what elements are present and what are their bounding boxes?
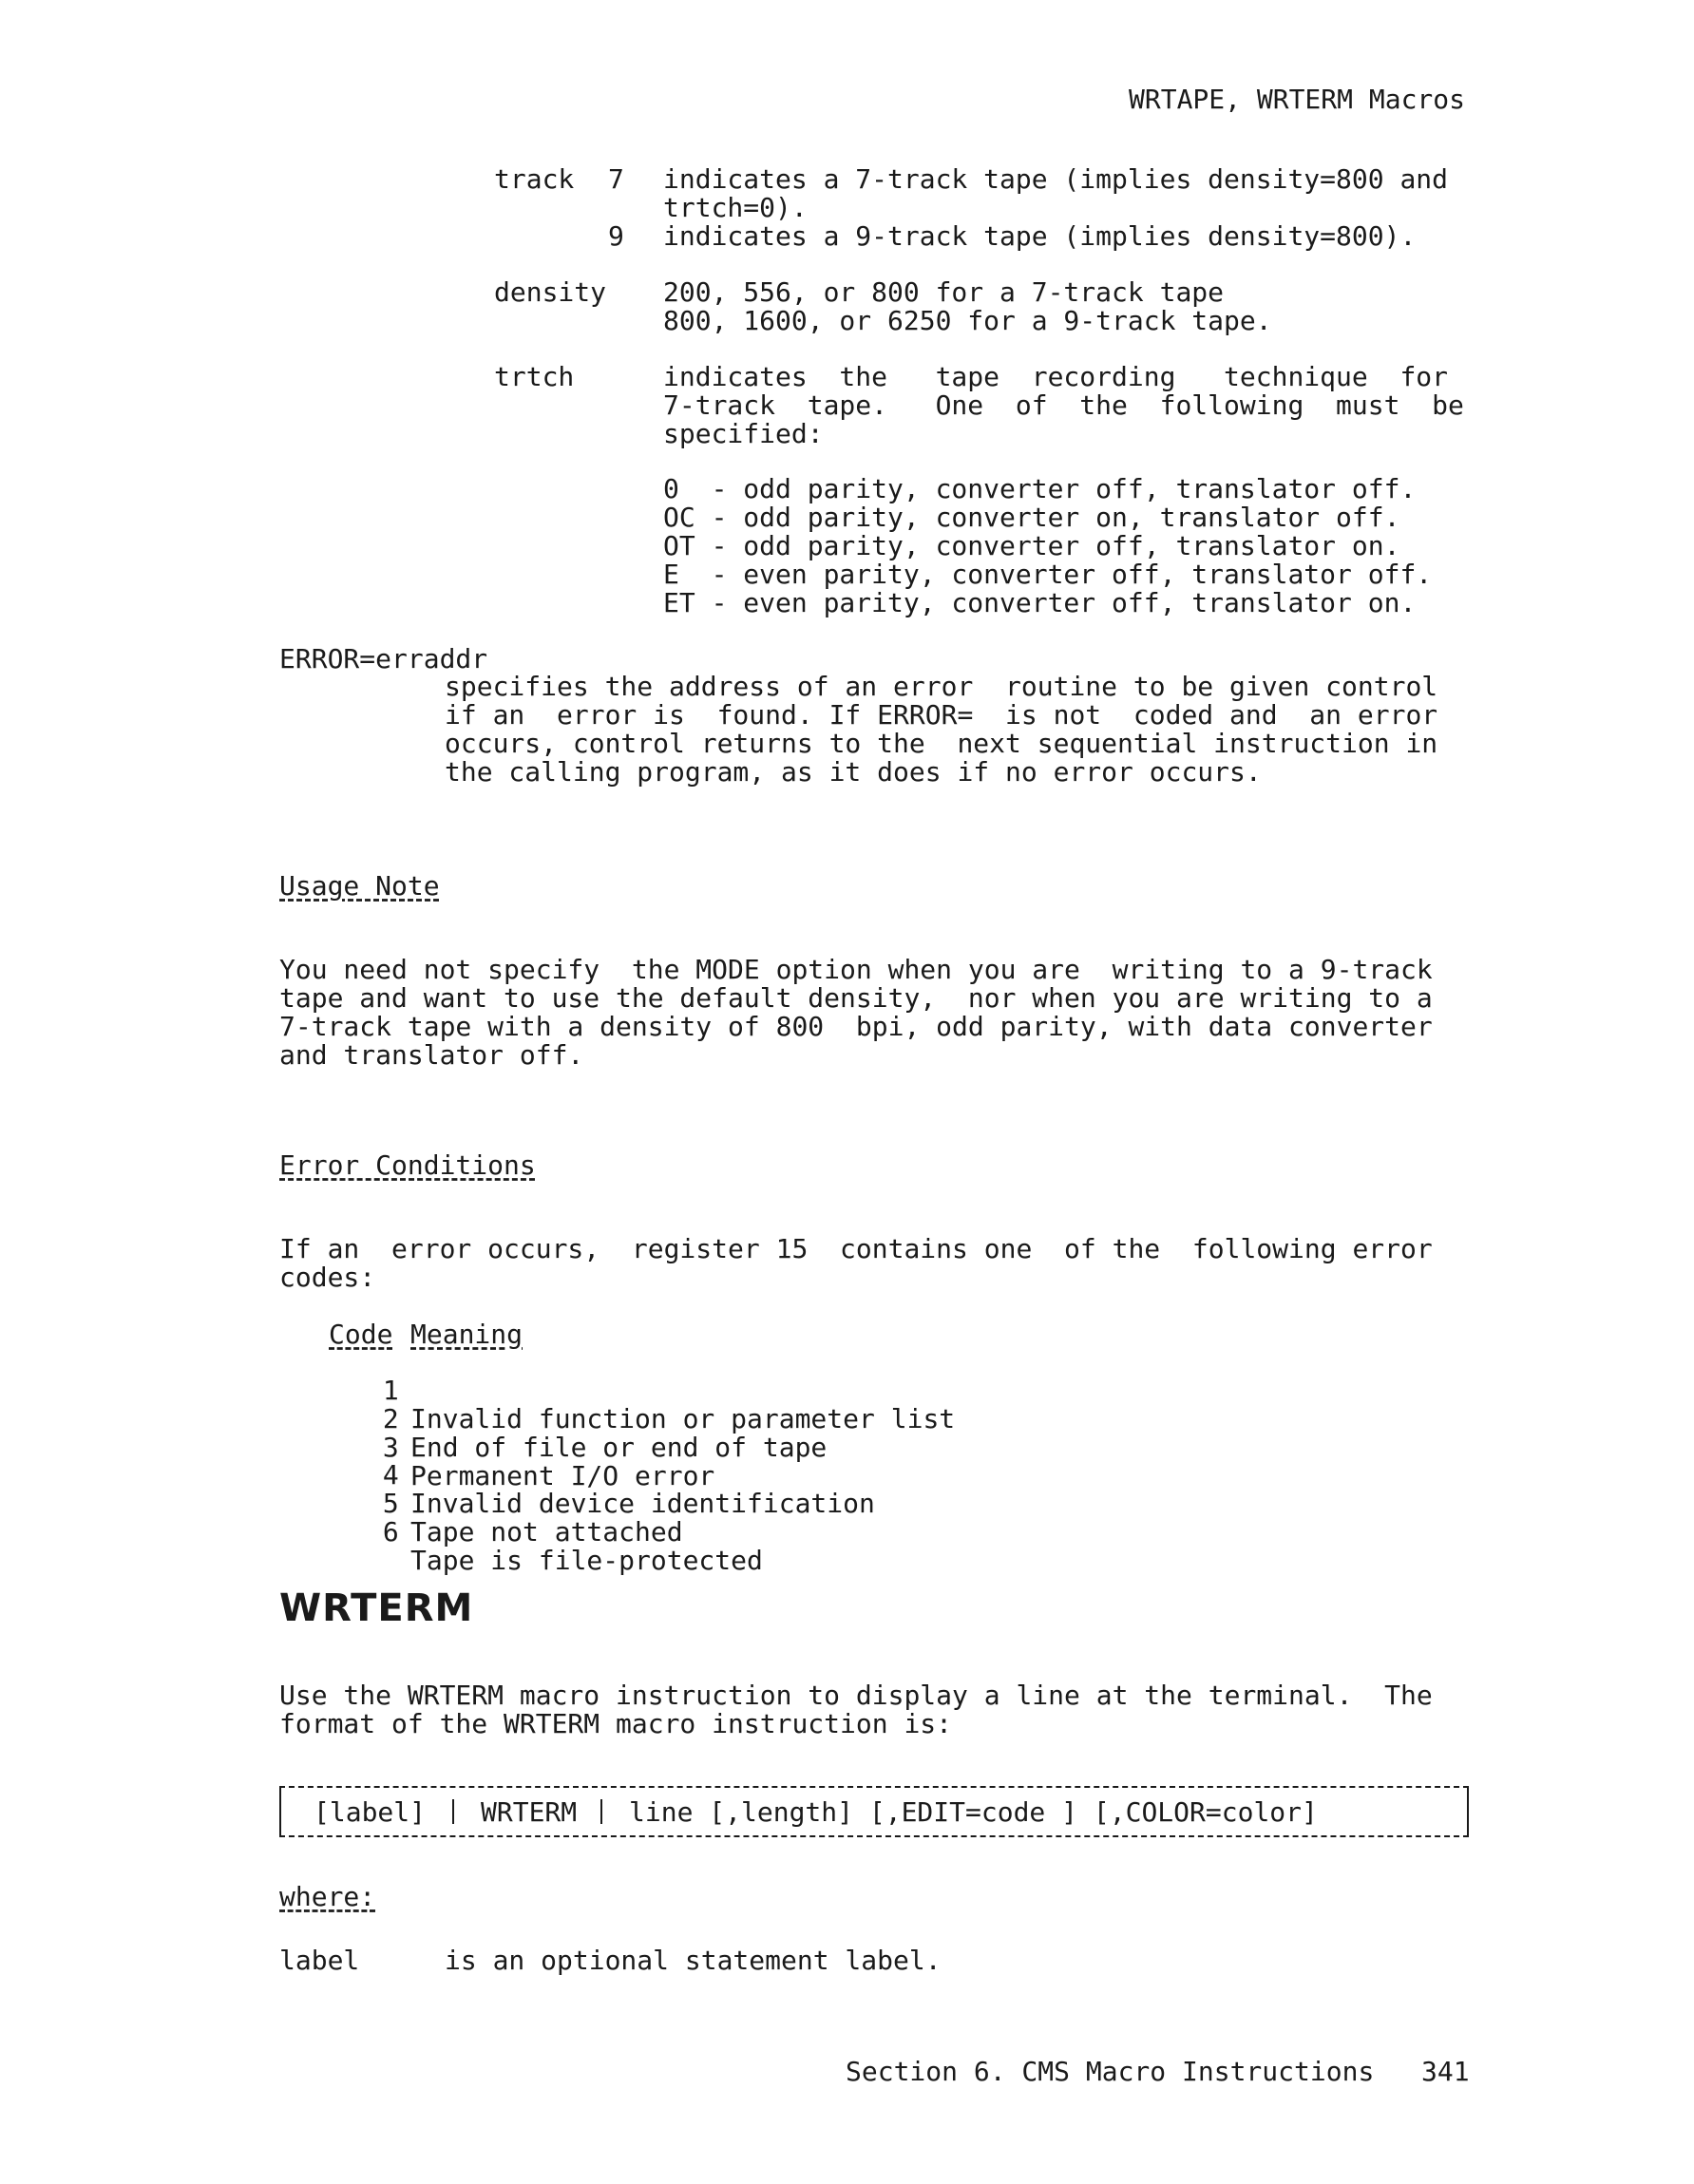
section-heading-wrterm: WRTERM [279,1586,474,1630]
running-title: WRTAPE, WRTERM Macros [1129,84,1466,115]
error-desc-line1: specifies the address of an error routine to be given control [445,671,1438,702]
error-code-meaning: Permanent I/O error [410,1460,715,1491]
syntax-operands: line [,length] [,EDIT=code ] [,COLOR=color] [629,1796,1318,1828]
footer-section-title: Section 6. CMS Macro Instructions [846,2056,1375,2087]
density-desc-line2: 800, 1600, or 6250 for a 9-track tape. [663,305,1272,336]
usage-note-line2: tape and want to use the default density, nor when you are writing to a [279,982,1433,1014]
error-code-number: 5 [382,1488,399,1519]
param-name-label: label [279,1945,360,1976]
trtch-option-e: E - even parity, converter off, translator off. [663,559,1433,590]
label-desc: is an optional statement label. [445,1945,942,1976]
codes-column-header-meaning: Meaning [410,1319,523,1350]
error-desc-line3: occurs, control returns to the next sequential instruction in [445,728,1438,759]
error-code-number: 4 [382,1459,399,1491]
syntax-macro-name: WRTERM [481,1796,578,1828]
usage-note-heading: Usage Note [279,870,440,902]
error-code-meaning: Invalid device identification [410,1488,875,1519]
error-conditions-line1: If an error occurs, register 15 contains one of the following error [279,1233,1433,1264]
param-name-density: density [494,276,607,308]
track-option-7: 7 [608,163,624,195]
error-code-number: 2 [382,1403,399,1434]
param-name-track: track [494,163,575,195]
syntax-separator [452,1799,454,1824]
error-code-meaning: Invalid function or parameter list [410,1403,956,1434]
error-desc-line2: if an error is found. If ERROR= is not coded and an error [445,699,1438,731]
error-code-meaning: End of file or end of tape [410,1432,828,1463]
trtch-option-0: 0 - odd parity, converter off, translator off. [663,473,1417,504]
error-desc-line4: the calling program, as it does if no error occurs. [445,756,1262,788]
usage-note-line3: 7-track tape with a density of 800 bpi, odd parity, with data converter [279,1011,1433,1042]
error-code-meaning: Tape is file-protected [410,1545,763,1576]
syntax-separator [600,1799,602,1824]
track-option-7-desc-line1: indicates a 7-track tape (implies density=800 and [663,163,1449,195]
error-code-number: 3 [382,1432,399,1463]
where-label: where: [279,1881,376,1912]
track-option-7-desc-line2: trtch=0). [663,192,808,223]
error-code-number: 6 [382,1516,399,1548]
track-option-9: 9 [608,220,624,252]
usage-note-line1: You need not specify the MODE option when you are writing to a 9-track [279,954,1433,985]
error-conditions-line2: codes: [279,1262,376,1293]
param-name-trtch: trtch [494,361,575,392]
syntax-box [279,1786,1469,1837]
trtch-option-oc: OC - odd parity, converter on, translator off. [663,502,1400,533]
track-option-9-desc: indicates a 9-track tape (implies density=800). [663,220,1417,252]
density-desc-line1: 200, 556, or 800 for a 7-track tape [663,276,1225,308]
error-code-number: 1 [382,1375,399,1406]
trtch-option-ot: OT - odd parity, converter off, translator on. [663,530,1400,561]
param-name-error: ERROR=erraddr [279,643,488,674]
wrterm-intro-line2: format of the WRTERM macro instruction is: [279,1708,953,1739]
syntax-label: [label] [314,1796,427,1828]
trtch-desc-line2: 7-track tape. One of the following must be [663,389,1464,421]
trtch-desc-line1: indicates the tape recording technique for [663,361,1449,392]
trtch-option-et: ET - even parity, converter off, translator on. [663,587,1417,618]
page-number: 341 [1421,2056,1470,2087]
usage-note-line4: and translator off. [279,1039,584,1071]
trtch-desc-line3: specified: [663,418,824,449]
codes-column-header-code: Code [329,1319,393,1350]
wrterm-intro-line1: Use the WRTERM macro instruction to display a line at the terminal. The [279,1680,1433,1711]
error-code-meaning: Tape not attached [410,1516,683,1548]
error-conditions-heading: Error Conditions [279,1149,536,1181]
